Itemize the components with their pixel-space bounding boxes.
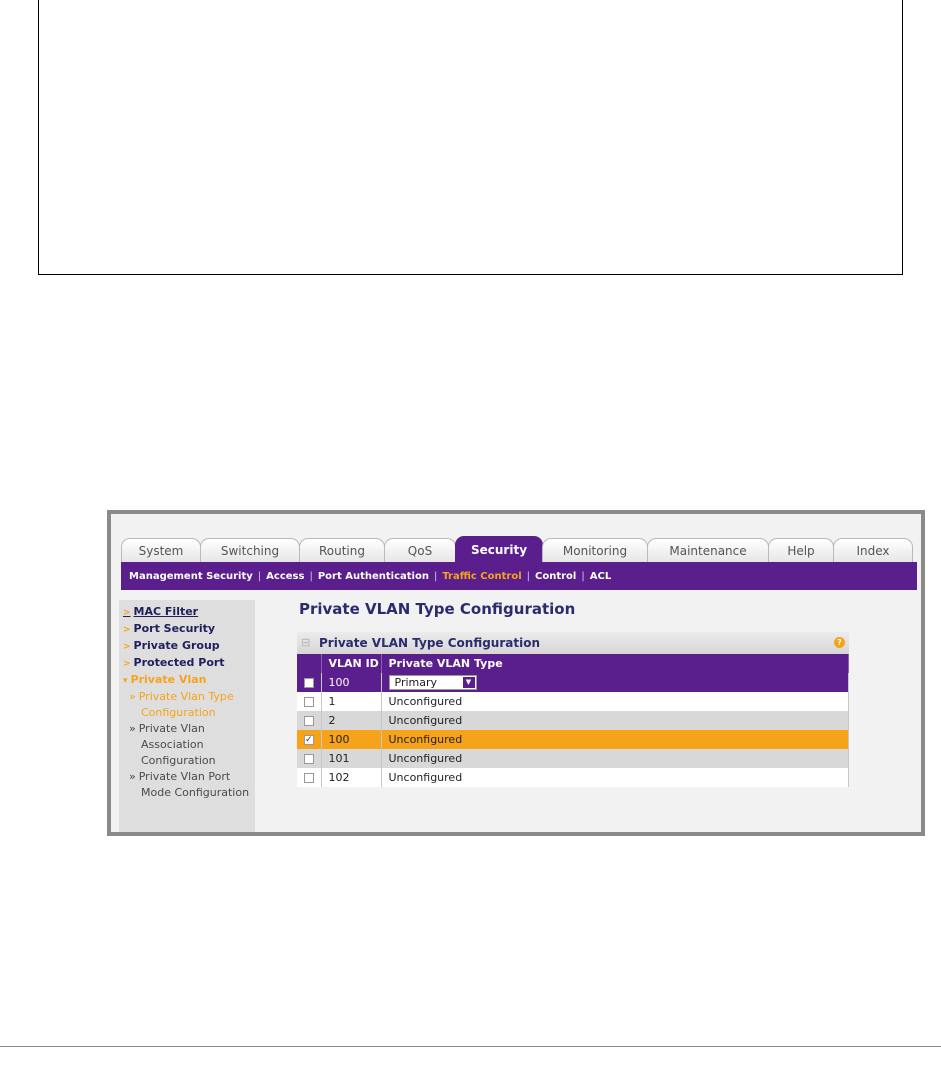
- subnav-separator: |: [581, 570, 585, 582]
- sidebar-subitem-label: Association: [141, 738, 204, 751]
- row-vlan-id: 102: [321, 768, 381, 787]
- edit-row-type-cell: [381, 673, 849, 692]
- subnav-separator: |: [309, 570, 313, 582]
- subnav-separator: |: [526, 570, 531, 582]
- chevron-right-icon: >: [123, 642, 131, 652]
- sidebar-subitem-label: Mode Configuration: [141, 786, 250, 799]
- row-checkbox[interactable]: [304, 754, 314, 764]
- chevron-right-icon: >: [123, 625, 131, 635]
- row-checkbox[interactable]: [304, 716, 314, 726]
- table-row[interactable]: [297, 749, 849, 768]
- main-tabs: [121, 536, 917, 562]
- page-title: Private VLAN Type Configuration: [299, 600, 576, 618]
- chevron-down-icon: ▾: [123, 676, 128, 686]
- vlan-type-table: [297, 654, 849, 787]
- tab-switching[interactable]: Switching: [200, 538, 300, 562]
- tab-maintenance[interactable]: Maintenance: [647, 538, 769, 562]
- sidebar-subitem-label: Configuration: [141, 754, 216, 767]
- edit-row-vlan-id: 100: [321, 673, 381, 692]
- row-vlan-id: 100: [321, 730, 381, 749]
- tab-routing[interactable]: Routing: [299, 538, 385, 562]
- sidebar-subitem-association-configuration[interactable]: [123, 721, 255, 769]
- sidebar-subitem-label: Configuration: [141, 706, 216, 719]
- subnav-management-security[interactable]: Management Security: [129, 570, 253, 582]
- subnav-control[interactable]: Control: [535, 570, 577, 582]
- tab-help[interactable]: Help: [768, 538, 834, 562]
- tab-qos[interactable]: QoS: [384, 538, 456, 562]
- subnav-port-authentication[interactable]: Port Authentication: [317, 570, 429, 582]
- screenshot-frame: [107, 510, 925, 836]
- bullet-icon: »: [129, 690, 136, 703]
- bullet-icon: »: [129, 770, 136, 783]
- sidebar-subitem-label: Private Vlan Type: [138, 690, 234, 703]
- sidebar-subitem-label: Private Vlan: [138, 722, 205, 735]
- sidebar-item-label: Port Security: [133, 622, 216, 635]
- row-checkbox-cell: [297, 692, 321, 711]
- row-vlan-id: 101: [321, 749, 381, 768]
- column-header-vlan-id: VLAN ID: [321, 654, 381, 673]
- column-header-type: Private VLAN Type: [381, 654, 849, 673]
- row-checkbox-cell: [297, 730, 321, 749]
- row-type: Unconfigured: [381, 730, 849, 749]
- sidebar-item-private-vlan[interactable]: [123, 672, 255, 689]
- sidebar: [119, 600, 255, 836]
- row-checkbox-cell: [297, 711, 321, 730]
- sidebar-item-label: Protected Port: [133, 656, 225, 669]
- panel-header: [297, 632, 849, 654]
- sidebar-item-mac-filter[interactable]: [123, 604, 255, 621]
- help-icon[interactable]: ?: [834, 637, 845, 648]
- chevron-right-icon: >: [123, 608, 131, 618]
- dropdown-arrow-icon: ▼: [463, 677, 475, 688]
- row-type: Unconfigured: [381, 711, 849, 730]
- sidebar-subitem-label: Private Vlan Port: [138, 770, 231, 783]
- table-row[interactable]: [297, 692, 849, 711]
- bullet-icon: »: [129, 722, 136, 735]
- row-checkbox[interactable]: [304, 697, 314, 707]
- select-column-header: [297, 654, 321, 673]
- row-checkbox-cell: [297, 749, 321, 768]
- collapse-icon[interactable]: ⊟: [301, 636, 311, 649]
- sidebar-item-private-group[interactable]: [123, 638, 255, 655]
- sidebar-item-label: Private Vlan: [130, 673, 207, 686]
- panel-title: Private VLAN Type Configuration: [319, 636, 541, 650]
- edit-row-checkbox[interactable]: [304, 678, 314, 688]
- subnav-separator: |: [433, 570, 438, 582]
- sidebar-subitem-type-configuration[interactable]: [123, 689, 255, 721]
- sidebar-item-label: MAC Filter: [133, 605, 199, 618]
- security-subnav: [121, 562, 917, 590]
- select-value: Primary: [394, 676, 438, 689]
- document-frame: [38, 0, 903, 275]
- sidebar-item-port-security[interactable]: [123, 621, 255, 638]
- footer-rule: [0, 1046, 941, 1047]
- subnav-access[interactable]: Access: [266, 570, 305, 582]
- table-row[interactable]: [297, 711, 849, 730]
- tab-monitoring[interactable]: Monitoring: [542, 538, 648, 562]
- row-type: Unconfigured: [381, 768, 849, 787]
- sidebar-item-protected-port[interactable]: [123, 655, 255, 672]
- row-type: Unconfigured: [381, 749, 849, 768]
- sidebar-subitem-port-mode-configuration[interactable]: [123, 769, 255, 801]
- row-checkbox-cell: [297, 768, 321, 787]
- config-panel: [297, 632, 849, 787]
- edit-row-checkbox-cell: [297, 673, 321, 692]
- table-row-selected[interactable]: [297, 730, 849, 749]
- tab-system[interactable]: System: [121, 538, 201, 562]
- row-checkbox[interactable]: [304, 773, 314, 783]
- sidebar-item-label: Private Group: [133, 639, 220, 652]
- row-checkbox-checked[interactable]: ✓: [304, 735, 313, 745]
- table-header-row: [297, 654, 849, 673]
- edit-row: [297, 673, 849, 692]
- row-vlan-id: 2: [321, 711, 381, 730]
- subnav-acl[interactable]: ACL: [589, 570, 612, 582]
- tab-index[interactable]: Index: [833, 538, 913, 562]
- table-row[interactable]: [297, 768, 849, 787]
- row-vlan-id: 1: [321, 692, 381, 711]
- chevron-right-icon: >: [123, 659, 131, 669]
- private-vlan-type-select[interactable]: [389, 675, 477, 690]
- tab-security[interactable]: Security: [455, 536, 543, 562]
- row-type: Unconfigured: [381, 692, 849, 711]
- subnav-traffic-control[interactable]: Traffic Control: [442, 570, 522, 582]
- subnav-separator: |: [257, 570, 262, 582]
